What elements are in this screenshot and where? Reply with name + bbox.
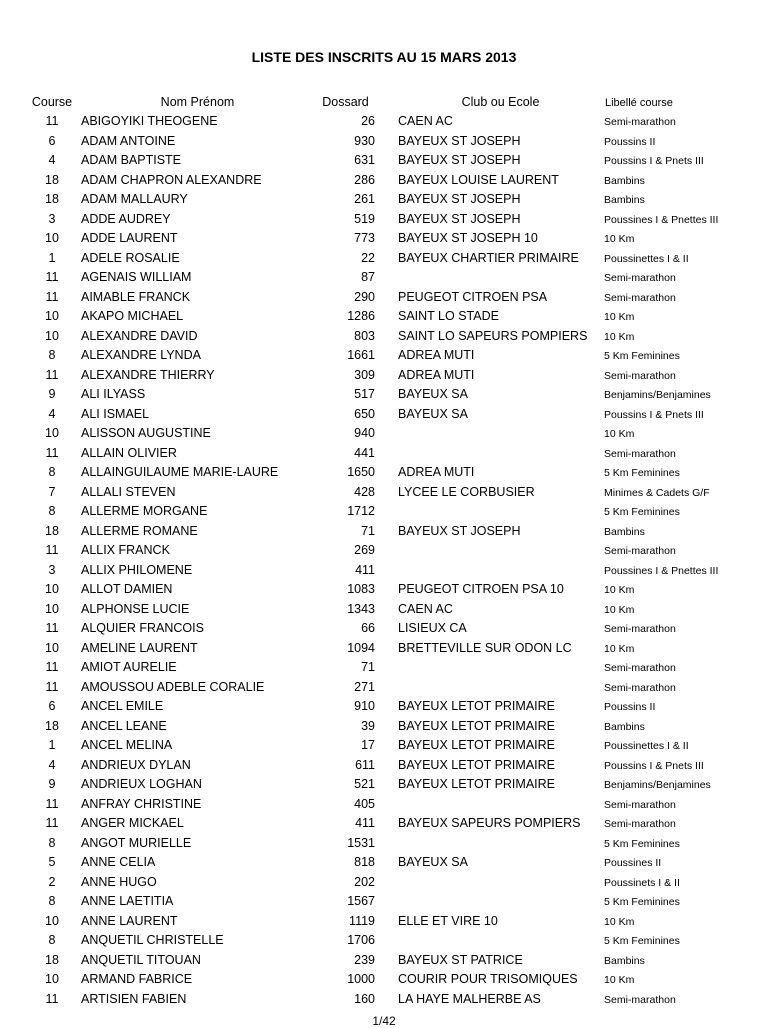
cell-course: 11 [45,367,59,382]
header-dossard: Dossard [322,95,369,109]
table-row [0,134,768,154]
header-course: Course [31,95,73,109]
cell-libelle: 5 Km Feminines [604,837,680,850]
table-row [0,290,768,310]
cell-dossard: 1286 [347,309,375,323]
cell-libelle: Bambins [604,194,645,206]
cell-club: ADREA MUTI [398,465,475,479]
table-row [0,582,768,602]
cell-libelle: Poussins II [604,701,656,713]
table-row [0,933,768,953]
cell-libelle: 10 Km [604,915,635,928]
table-row [0,426,768,446]
cell-club: BAYEUX LETOT PRIMAIRE [398,777,555,791]
table-row [0,621,768,641]
cell-name: ADDE AUDREY [81,211,171,226]
cell-club: BAYEUX LETOT PRIMAIRE [398,757,555,772]
cell-club: ADREA MUTI [398,367,475,382]
cell-name: AMOUSSOU ADEBLE CORALIE [81,679,265,694]
cell-name: ALI ILYASS [81,387,146,401]
cell-course: 6 [48,699,56,713]
cell-course: 6 [48,133,56,148]
table-row [0,563,768,583]
table-row [0,855,768,875]
cell-dossard: 428 [354,484,375,499]
cell-club: SAINT LO STADE [398,309,499,323]
cell-dossard: 17 [361,738,375,752]
cell-libelle: Semi-marathon [604,818,676,830]
cell-club: BAYEUX ST JOSEPH [398,192,521,206]
cell-name: ANNE CELIA [81,855,156,869]
cell-dossard: 611 [355,757,375,772]
cell-name: ALQUIER FRANCOIS [81,621,204,635]
cell-libelle: 5 Km Feminines [604,467,680,479]
table-row [0,485,768,505]
table-row [0,309,768,329]
table-row [0,680,768,700]
cell-club: LA HAYE MALHERBE AS [398,991,541,1006]
cell-course: 1 [48,738,56,752]
cell-course: 10 [45,328,59,343]
cell-dossard: 930 [354,133,375,148]
cell-club: BAYEUX CHARTIER PRIMAIRE [398,250,579,265]
cell-dossard: 160 [354,991,375,1006]
cell-dossard: 910 [354,699,375,713]
cell-club: BAYEUX ST JOSEPH [398,133,521,148]
cell-name: ALLAINGUILAUME MARIE-LAURE [81,465,279,479]
cell-libelle: Bambins [604,174,645,187]
cell-dossard: 521 [354,777,375,791]
cell-name: ANDRIEUX LOGHAN [81,777,202,791]
cell-dossard: 1706 [347,933,375,947]
cell-dossard: 290 [354,289,375,304]
cell-course: 10 [45,972,59,986]
cell-course: 8 [48,504,56,518]
table-row [0,251,768,271]
cell-libelle: Poussins I & Pnets III [604,408,704,421]
table-row [0,641,768,661]
table-row [0,270,768,290]
cell-club: BAYEUX LETOT PRIMAIRE [398,718,555,733]
table-row [0,504,768,524]
cell-course: 4 [48,406,56,421]
cell-libelle: Semi-marathon [604,681,676,694]
registrants-table [0,114,768,1011]
cell-libelle: 5 Km Feminines [604,506,680,518]
table-row [0,914,768,934]
cell-libelle: Bambins [604,720,645,733]
cell-dossard: 269 [354,543,375,557]
cell-club: BRETTEVILLE SUR ODON LC [398,640,572,655]
cell-libelle: Poussins II [604,135,656,148]
cell-dossard: 517 [354,387,375,401]
cell-libelle: Semi-marathon [604,662,676,674]
cell-libelle: Semi-marathon [604,798,676,811]
cell-libelle: Semi-marathon [604,116,676,128]
cell-dossard: 405 [354,796,375,811]
cell-course: 11 [45,270,59,284]
table-row [0,953,768,973]
cell-club: LYCEE LE CORBUSIER [398,484,535,499]
cell-course: 11 [45,445,59,460]
table-row [0,660,768,680]
cell-dossard: 940 [354,426,375,440]
cell-dossard: 1083 [347,582,375,596]
table-row [0,797,768,817]
cell-course: 8 [48,348,56,362]
cell-club: BAYEUX ST JOSEPH [398,211,521,226]
cell-name: ALLIX PHILOMENE [81,562,193,577]
cell-libelle: Bambins [604,525,645,538]
cell-name: ALLERME ROMANE [81,523,198,538]
table-row [0,543,768,563]
cell-course: 18 [45,172,59,187]
cell-course: 8 [48,835,56,850]
page-number: 1/42 [372,1014,396,1028]
cell-libelle: Semi-marathon [604,369,676,382]
cell-name: ANCEL EMILE [81,699,164,713]
cell-libelle: 10 Km [604,428,635,440]
table-row [0,114,768,134]
cell-club: BAYEUX SAPEURS POMPIERS [398,816,581,830]
cell-libelle: Poussins I & Pnets III [604,155,704,167]
cell-name: ABIGOYIKI THEOGENE [81,114,218,128]
cell-club: BAYEUX ST JOSEPH [398,153,521,167]
table-row [0,602,768,622]
table-row [0,387,768,407]
cell-dossard: 87 [361,270,375,284]
cell-course: 18 [45,952,59,967]
cell-course: 10 [45,426,59,440]
cell-dossard: 22 [361,250,375,265]
cell-name: ARTISIEN FABIEN [81,991,187,1006]
cell-course: 18 [45,192,59,206]
cell-name: ANQUETIL TITOUAN [81,952,201,967]
cell-name: ALLOT DAMIEN [81,582,173,596]
table-row [0,972,768,992]
cell-name: ALEXANDRE THIERRY [81,367,215,382]
cell-dossard: 26 [361,114,375,128]
table-row [0,777,768,797]
cell-name: ALEXANDRE DAVID [81,328,198,343]
cell-dossard: 1094 [347,640,375,655]
table-row [0,524,768,544]
cell-dossard: 411 [355,562,375,577]
cell-dossard: 239 [354,952,375,967]
cell-course: 8 [48,465,56,479]
cell-name: ADAM ANTOINE [81,133,176,148]
cell-course: 4 [48,153,56,167]
cell-dossard: 1531 [347,835,375,850]
cell-club: CAEN AC [398,601,453,616]
table-row [0,329,768,349]
cell-libelle: Semi-marathon [604,623,676,635]
cell-libelle: 5 Km Feminines [604,896,680,908]
cell-course: 11 [45,621,59,635]
cell-libelle: 10 Km [604,642,635,655]
cell-course: 11 [45,543,59,557]
cell-libelle: Poussinettes I & II [604,252,689,265]
table-row [0,894,768,914]
cell-course: 10 [45,640,59,655]
table-row [0,231,768,251]
cell-club: BAYEUX LETOT PRIMAIRE [398,738,555,752]
cell-course: 3 [48,562,56,577]
cell-name: ALLALI STEVEN [81,484,176,499]
cell-course: 10 [45,582,59,596]
cell-name: AMIOT AURELIE [81,660,177,674]
cell-course: 3 [48,211,56,226]
cell-name: ANDRIEUX DYLAN [81,757,191,772]
cell-course: 11 [45,114,59,128]
table-row [0,738,768,758]
cell-libelle: Bambins [604,954,645,967]
cell-name: ANNE LAURENT [81,913,178,928]
cell-course: 8 [48,894,56,908]
cell-dossard: 309 [354,367,375,382]
cell-course: 18 [45,718,59,733]
page-title: LISTE DES INSCRITS AU 15 MARS 2013 [251,49,517,65]
table-row [0,348,768,368]
cell-course: 10 [45,601,59,616]
cell-club: LISIEUX CA [398,621,467,635]
cell-name: ARMAND FABRICE [81,972,193,986]
header-libelle: Libellé course [605,97,673,109]
cell-name: ANGOT MURIELLE [81,835,192,850]
cell-club: BAYEUX LETOT PRIMAIRE [398,699,555,713]
cell-dossard: 1712 [347,504,375,518]
cell-course: 11 [45,289,59,304]
cell-club: BAYEUX SA [398,406,468,421]
table-row [0,212,768,232]
cell-name: ALLIX FRANCK [81,543,170,557]
cell-name: AKAPO MICHAEL [81,309,184,323]
table-row [0,446,768,466]
cell-club: PEUGEOT CITROEN PSA 10 [398,582,564,596]
cell-club: COURIR POUR TRISOMIQUES [398,972,578,986]
cell-dossard: 631 [354,153,375,167]
cell-name: ANQUETIL CHRISTELLE [81,933,224,947]
cell-dossard: 261 [354,192,375,206]
cell-name: AGENAIS WILLIAM [81,270,192,284]
cell-name: ADDE LAURENT [81,231,178,245]
table-row [0,407,768,427]
cell-club: ELLE ET VIRE 10 [398,913,498,928]
table-row [0,153,768,173]
cell-name: ALPHONSE LUCIE [81,601,190,616]
table-row [0,992,768,1012]
table-row [0,173,768,193]
cell-dossard: 66 [361,621,375,635]
cell-club: PEUGEOT CITROEN PSA [398,289,548,304]
cell-name: ALLAIN OLIVIER [81,445,177,460]
table-row [0,836,768,856]
table-row [0,816,768,836]
cell-name: ADAM CHAPRON ALEXANDRE [81,172,262,187]
cell-course: 2 [48,874,56,889]
cell-course: 10 [45,231,59,245]
cell-course: 10 [45,913,59,928]
cell-dossard: 773 [354,231,375,245]
cell-libelle: 10 Km [604,330,635,343]
cell-name: ANNE LAETITIA [81,894,174,908]
cell-course: 9 [48,777,56,791]
cell-libelle: 10 Km [604,603,635,616]
cell-libelle: Benjamins/Benjamines [604,779,711,791]
cell-name: ADAM MALLAURY [81,192,188,206]
cell-dossard: 803 [354,328,375,343]
cell-dossard: 1650 [347,465,375,479]
cell-club: BAYEUX ST JOSEPH [398,523,521,538]
cell-name: ANCEL MELINA [81,738,173,752]
table-row [0,368,768,388]
cell-libelle: 10 Km [604,233,635,245]
cell-course: 1 [48,250,56,265]
cell-course: 11 [45,816,59,830]
cell-libelle: Semi-marathon [604,993,676,1006]
cell-name: ALI ISMAEL [81,406,150,421]
cell-name: ANGER MICKAEL [81,816,184,830]
cell-course: 7 [48,484,56,499]
cell-dossard: 1567 [347,894,375,908]
table-row [0,465,768,485]
cell-dossard: 1343 [347,601,375,616]
cell-club: BAYEUX SA [398,387,468,401]
cell-libelle: Poussins I & Pnets III [604,759,704,772]
cell-course: 9 [48,387,56,401]
cell-libelle: Poussines I & Pnettes III [604,564,719,577]
cell-club: BAYEUX ST JOSEPH 10 [398,231,538,245]
cell-club: SAINT LO SAPEURS POMPIERS [398,328,588,343]
cell-course: 8 [48,933,56,947]
cell-dossard: 1119 [349,913,375,928]
cell-course: 18 [45,523,59,538]
cell-dossard: 271 [354,679,375,694]
cell-course: 11 [45,679,59,694]
table-row [0,719,768,739]
cell-name: ALEXANDRE LYNDA [81,348,201,362]
cell-dossard: 818 [354,855,375,869]
cell-libelle: Semi-marathon [604,545,676,557]
cell-libelle: Benjamins/Benjamines [604,389,711,401]
cell-dossard: 519 [354,211,375,226]
header-club: Club ou Ecole [461,95,540,109]
table-row [0,192,768,212]
cell-course: 4 [48,757,56,772]
cell-dossard: 411 [355,816,375,830]
cell-libelle: Semi-marathon [604,272,676,284]
cell-dossard: 71 [361,523,375,538]
cell-libelle: Poussinets I & II [604,876,680,889]
cell-club: ADREA MUTI [398,348,475,362]
cell-name: ADELE ROSALIE [81,250,180,265]
table-row [0,875,768,895]
cell-dossard: 39 [361,718,375,733]
cell-libelle: 10 Km [604,974,635,986]
cell-libelle: Poussines II [604,857,662,869]
cell-libelle: 5 Km Feminines [604,935,680,947]
cell-club: BAYEUX SA [398,855,468,869]
cell-libelle: Semi-marathon [604,291,676,304]
cell-course: 5 [48,855,56,869]
cell-libelle: Semi-marathon [604,447,676,460]
cell-libelle: Poussinettes I & II [604,740,689,752]
cell-dossard: 1661 [347,348,375,362]
cell-name: AMELINE LAURENT [81,640,198,655]
cell-club: CAEN AC [398,114,453,128]
cell-name: AIMABLE FRANCK [81,289,191,304]
cell-libelle: Minimes & Cadets G/F [604,486,710,499]
cell-dossard: 71 [361,660,375,674]
cell-name: ALISSON AUGUSTINE [81,426,211,440]
table-row [0,699,768,719]
cell-libelle: 10 Km [604,311,635,323]
table-row [0,758,768,778]
cell-name: ANCEL LEANE [81,718,167,733]
cell-name: ANFRAY CHRISTINE [81,796,202,811]
header-name: Nom Prénom [160,95,235,109]
cell-libelle: 5 Km Feminines [604,350,680,362]
cell-dossard: 1000 [347,972,375,986]
cell-club: BAYEUX ST PATRICE [398,952,523,967]
table-header [0,95,768,113]
cell-course: 10 [45,309,59,323]
cell-course: 11 [45,660,59,674]
cell-course: 11 [45,991,59,1006]
cell-name: ALLERME MORGANE [81,504,208,518]
cell-dossard: 286 [354,172,375,187]
cell-name: ADAM BAPTISTE [81,153,182,167]
cell-libelle: 10 Km [604,584,635,596]
cell-dossard: 441 [354,445,375,460]
cell-course: 11 [45,796,59,811]
cell-club: BAYEUX LOUISE LAURENT [398,172,559,187]
cell-libelle: Poussines I & Pnettes III [604,213,719,226]
cell-dossard: 650 [354,406,375,421]
cell-name: ANNE HUGO [81,874,157,889]
cell-dossard: 202 [354,874,375,889]
